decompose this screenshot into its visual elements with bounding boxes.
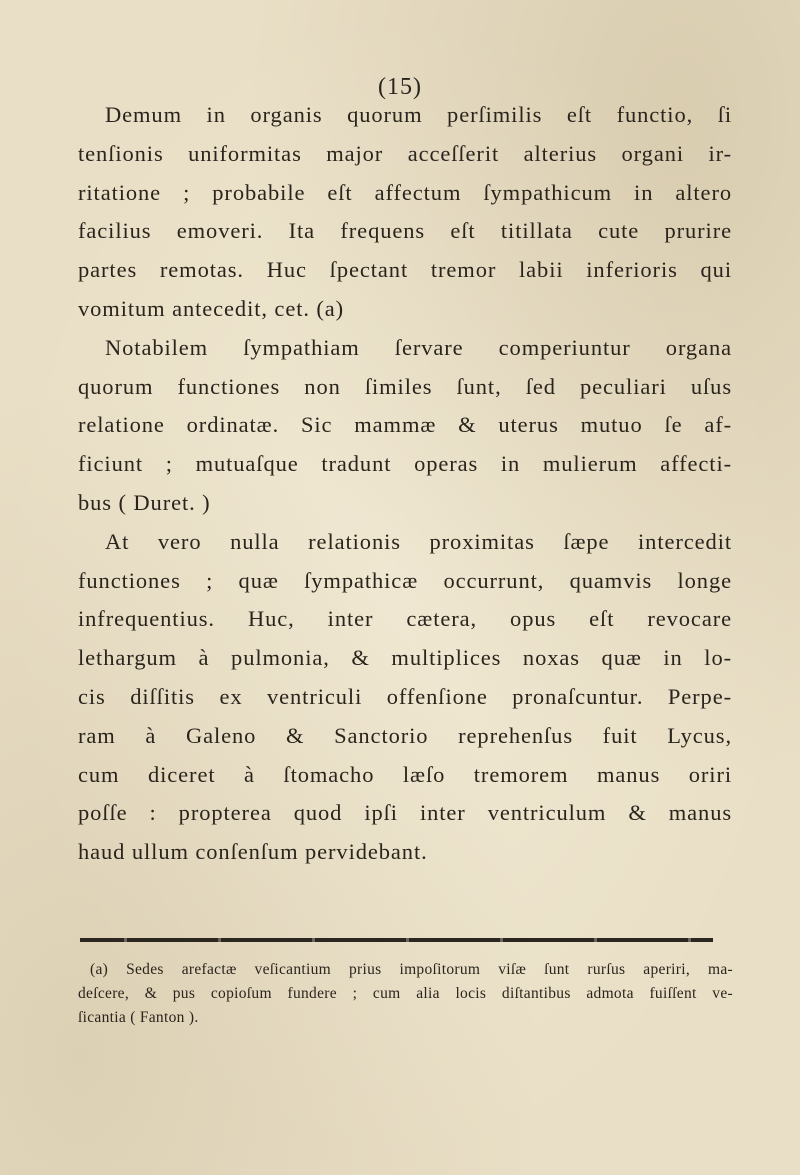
footnote-divider [80, 938, 713, 942]
text-line: vomitum antecedit, cet. (a) [78, 295, 345, 321]
paragraph-1 [78, 96, 732, 329]
page-number: (15) [378, 74, 422, 100]
text-line: functiones ; quæ ſympathicæ occurrunt, quamvis longe [78, 567, 732, 593]
text-line: lethargum à pulmonia, & multiplices noxas quæ in lo- [78, 645, 732, 671]
text-line: cis diſſitis ex ventriculi offenſione pronaſcuntur. Perpe- [78, 683, 732, 709]
paragraph-3 [78, 523, 732, 872]
text-line: facilius emoveri. Ita frequens eſt titillata cute prurire [78, 218, 732, 244]
footnote-line: ſicantia ( Fanton ). [78, 1009, 199, 1026]
text-line: infrequentius. Huc, inter cætera, opus eſt revocare [78, 606, 732, 632]
main-text [78, 96, 732, 872]
footnote [78, 958, 733, 1030]
text-line: poſſe : propterea quod ipſi inter ventriculum & manus [78, 800, 732, 826]
text-line: ficiunt ; mutuaſque tradunt operas in mulierum affecti- [78, 451, 732, 477]
text-line: Demum in organis quorum perſimilis eſt functio, ſi [105, 102, 732, 127]
footnote-line: deſcere, & pus copioſum fundere ; cum alia locis diſtantibus admota fuiſſent ve- [78, 985, 733, 1002]
paragraph-2 [78, 329, 732, 523]
footnote-line: (a) Sedes arefactæ veſicantium prius impoſitorum viſæ ſunt rurſus aperiri, ma- [90, 961, 733, 978]
text-line: Notabilem ſympathiam ſervare comperiuntur organa [105, 334, 732, 360]
text-line: quorum functiones non ſimiles ſunt, ſed peculiari uſus [78, 373, 732, 399]
text-line: At vero nulla relationis proximitas ſæpe intercedit [105, 528, 732, 554]
text-line: relatione ordinatæ. Sic mammæ & uterus mutuo ſe af- [78, 412, 732, 438]
text-line: ram à Galeno & Sanctorio reprehenſus fuit Lycus, [78, 722, 732, 748]
text-line: tenſionis uniformitas major acceſſerit alterius organi ir- [78, 140, 732, 166]
text-line: haud ullum conſenſum pervidebant. [78, 839, 428, 865]
text-line: partes remotas. Huc ſpectant tremor labii inferioris qui [78, 257, 732, 283]
text-line: bus ( Duret. ) [78, 489, 211, 515]
text-line: cum diceret à ſtomacho læſo tremorem manus oriri [78, 761, 732, 787]
text-line: ritatione ; probabile eſt affectum ſympathicum in altero [78, 179, 732, 205]
